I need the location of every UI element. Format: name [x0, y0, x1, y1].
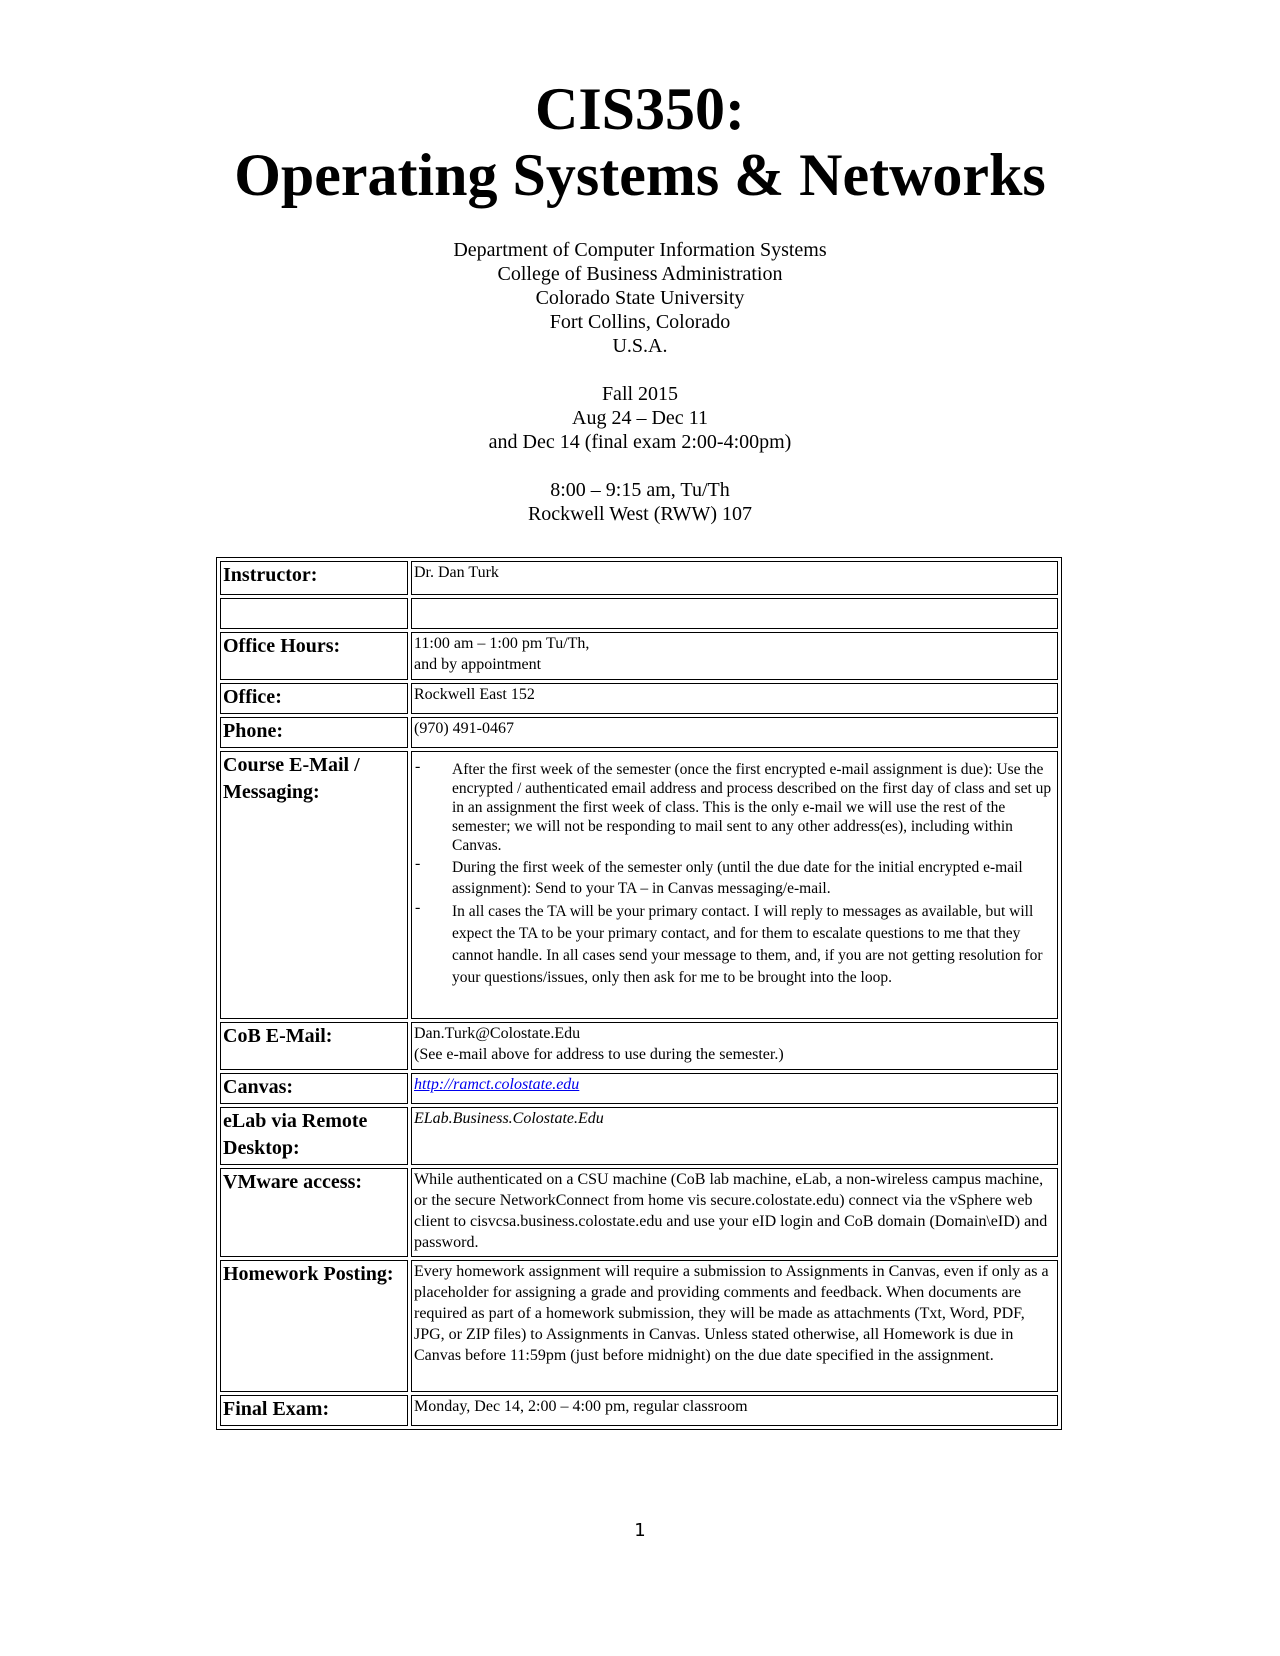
messaging-bullet	[414, 760, 1055, 855]
elab-label	[220, 1107, 408, 1165]
canvas-link[interactable]: http://ramct.colostate.edu	[414, 1076, 580, 1093]
final-exam-note: and Dec 14 (final exam 2:00-4:00pm)	[488, 431, 792, 453]
course-details-table	[216, 557, 1062, 1430]
bullet-dash: -	[415, 855, 421, 872]
class-time: 8:00 – 9:15 am, Tu/Th	[550, 479, 730, 501]
course-code: CIS350:	[534, 76, 746, 142]
row-canvas	[220, 1073, 1058, 1104]
vmware-value: While authenticated on a CSU machine (CoB lab machine, eLab, a non-wireless campus machine, or the secure NetworkConnect from home vis secure.colostate.edu) connect via the vSphere web client to cisvcsa.business.colostate.edu and use your eID login and CoB domain (Domain\eID) and password.	[411, 1168, 1058, 1257]
messaging-label	[220, 751, 408, 1019]
messaging-label-line2: Messaging:	[223, 781, 320, 803]
office-label: Office:	[220, 683, 408, 714]
term-dates: Aug 24 – Dec 11	[572, 407, 708, 429]
vmware-label: VMware access:	[220, 1168, 408, 1257]
elab-label-line2: Desktop:	[223, 1137, 300, 1159]
messaging-value	[411, 751, 1058, 1019]
messaging-bullet	[414, 857, 1055, 899]
bullet-dash: -	[415, 758, 421, 775]
bullet-text: In all cases the TA will be your primary contact. I will reply to messages as available, but will expect the TA to be your primary contact, and for them to escalate questions to me that they cannot handle. In all cases send your message to them, and, if you are not getting resolution for your questions/issues, only then ask for me to be brought into the loop.	[452, 903, 1043, 986]
final-exam-label: Final Exam:	[220, 1395, 408, 1426]
homework-value: Every homework assignment will require a submission to Assignments in Canvas, even if only as a placeholder for assigning a grade and providing comments and feedback. When documents are required as part of a homework submission, they will be made as attachments (Txt, Word, PDF, JPG, or ZIP files) to Assignments in Canvas. Unless stated otherwise, all Homework is due in Canvas before 11:59pm (just before midnight) on the due date specified in the assignment.	[411, 1260, 1058, 1392]
row-messaging	[220, 751, 1058, 1019]
instructor-value: Dr. Dan Turk	[411, 561, 1058, 595]
empty-value	[411, 598, 1058, 629]
bullet-text: During the first week of the semester only (until the due date for the initial encrypted e-mail assignment): Send to your TA – in Canvas messaging/e-mail.	[452, 859, 1023, 897]
term: Fall 2015	[601, 383, 679, 405]
phone-value: (970) 491-0467	[411, 717, 1058, 748]
bullet-text: After the first week of the semester (once the first encrypted e-mail assignment is due): Use the encrypted / authenticated email address and process described on the first day of class and set up in an assignment the first week of class. This is the only e-mail we will use the rest of the semester; we will not be responding to mail sent to any other address(es), including within Canvas.	[452, 761, 1052, 854]
cob-email-note: (See e-mail above for address to use during the semester.)	[414, 1046, 784, 1063]
row-final-exam	[220, 1395, 1058, 1426]
bullet-dash: -	[415, 899, 421, 916]
department: Department of Computer Information Systems	[453, 239, 827, 261]
elab-value: ELab.Business.Colostate.Edu	[411, 1107, 1058, 1165]
canvas-label: Canvas:	[220, 1073, 408, 1104]
office-hours-line1: 11:00 am – 1:00 pm Tu/Th,	[414, 635, 590, 652]
row-office	[220, 683, 1058, 714]
college: College of Business Administration	[497, 263, 783, 285]
empty-label	[220, 598, 408, 629]
homework-label: Homework Posting:	[220, 1260, 408, 1392]
page-number: 1	[634, 1520, 646, 1541]
row-instructor	[220, 561, 1058, 595]
cob-email-address: Dan.Turk@Colostate.Edu	[414, 1025, 581, 1042]
office-hours-value	[411, 632, 1058, 680]
country: U.S.A.	[612, 335, 668, 357]
canvas-value	[411, 1073, 1058, 1104]
office-value: Rockwell East 152	[411, 683, 1058, 714]
row-cob-email	[220, 1022, 1058, 1070]
messaging-label-line1: Course E-Mail /	[223, 754, 360, 776]
messaging-bullet	[414, 901, 1055, 989]
row-phone	[220, 717, 1058, 748]
office-hours-label: Office Hours:	[220, 632, 408, 680]
row-vmware	[220, 1168, 1058, 1257]
elab-label-line1: eLab via Remote	[223, 1110, 368, 1132]
cob-email-label: CoB E-Mail:	[220, 1022, 408, 1070]
course-info-block	[0, 238, 1280, 526]
class-room: Rockwell West (RWW) 107	[527, 503, 753, 525]
course-name: Operating Systems & Networks	[234, 142, 1046, 208]
course-title	[0, 76, 1280, 208]
row-elab	[220, 1107, 1058, 1165]
university: Colorado State University	[535, 287, 745, 309]
row-empty	[220, 598, 1058, 629]
office-hours-line2: and by appointment	[414, 656, 542, 673]
row-office-hours	[220, 632, 1058, 680]
instructor-label: Instructor:	[220, 561, 408, 595]
row-homework	[220, 1260, 1058, 1392]
city: Fort Collins, Colorado	[549, 311, 731, 333]
cob-email-value	[411, 1022, 1058, 1070]
phone-label: Phone:	[220, 717, 408, 748]
final-exam-value: Monday, Dec 14, 2:00 – 4:00 pm, regular classroom	[411, 1395, 1058, 1426]
